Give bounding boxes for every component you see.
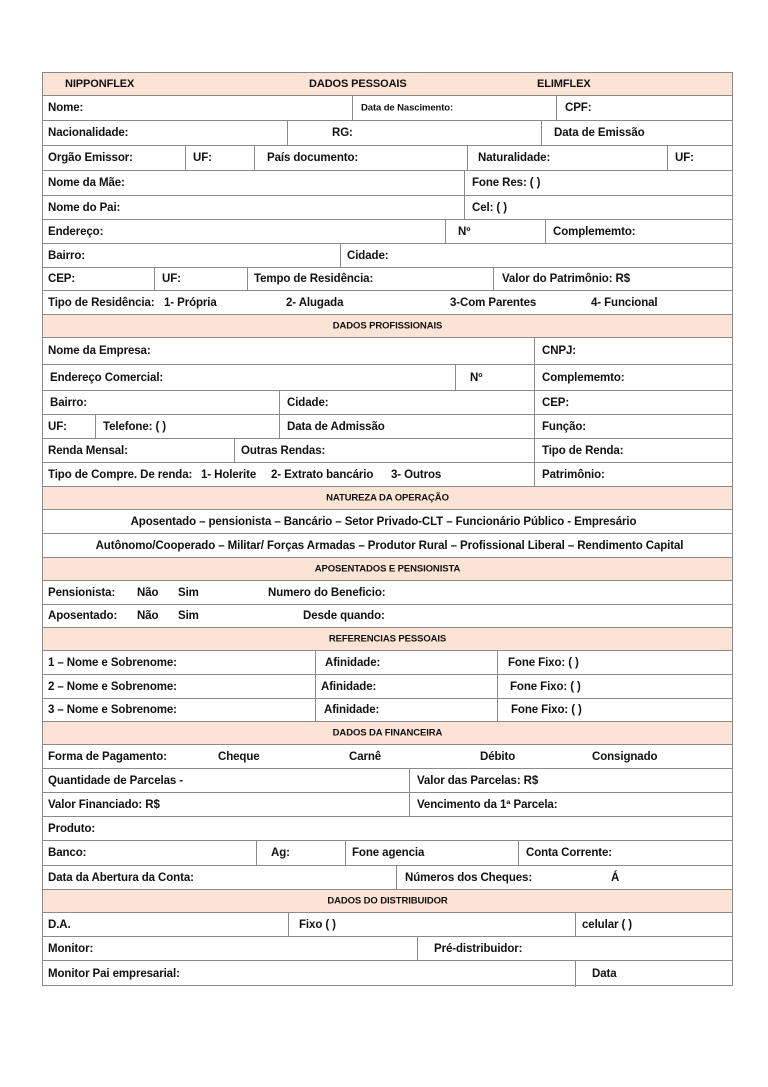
label-cep: CEP: <box>542 396 570 409</box>
field-data[interactable] <box>575 961 732 987</box>
section-header-aposentados <box>43 558 732 581</box>
label-tipo-renda: Tipo de Renda: <box>542 444 624 457</box>
field-complemento[interactable] <box>545 220 732 243</box>
section-title-aposentados: APOSENTADOS E PENSIONISTA <box>314 563 461 575</box>
label-vencimento: Vencimento da 1ª Parcela: <box>417 798 558 811</box>
field-fone-agencia[interactable] <box>345 841 518 865</box>
section-title-natureza: NATUREZA DA OPERAÇÃO <box>326 492 449 504</box>
field-banco[interactable] <box>43 841 256 865</box>
field-nome[interactable] <box>43 96 352 120</box>
field-cpf[interactable] <box>556 96 732 120</box>
option-debito[interactable]: Débito <box>480 750 516 763</box>
field-numeros-cheques[interactable] <box>396 866 732 889</box>
row-orgao-emissor <box>43 146 732 171</box>
field-monitor[interactable] <box>43 937 417 960</box>
option-alugada[interactable]: 2- Alugada <box>286 296 344 309</box>
field-bairro[interactable] <box>43 244 340 267</box>
option-carne[interactable]: Carnê <box>349 750 382 763</box>
label-tipo-compre: Tipo de Compre. De renda: <box>48 468 193 481</box>
field-cel[interactable] <box>464 196 732 219</box>
label-data-emissao: Data de Emissão <box>554 127 645 139</box>
field-numero[interactable] <box>445 220 545 243</box>
label-data-nascimento: Data de Nascimento: <box>361 102 454 114</box>
section-header-referencias <box>43 628 732 651</box>
label-orgao-emissor: Orgão Emissor: <box>48 152 133 164</box>
field-ref1-nome[interactable] <box>43 651 315 674</box>
field-outras-rendas[interactable] <box>234 439 534 462</box>
field-ref3-fone[interactable] <box>497 699 732 721</box>
field-uf-endereco[interactable] <box>154 268 247 290</box>
field-agencia[interactable] <box>256 841 345 865</box>
field-da[interactable] <box>43 913 288 936</box>
section-title-referencias: REFERENCIAS PESSOAIS <box>328 633 447 645</box>
field-ref1-fone[interactable] <box>497 651 732 674</box>
row-referencia-1 <box>43 651 732 675</box>
row-renda <box>43 439 732 463</box>
row-uf-telefone <box>43 415 732 439</box>
label-tempo-residencia: Tempo de Residência: <box>254 273 374 285</box>
label-ref-fone: Fone Fixo: ( ) <box>508 656 579 669</box>
label-cpf: CPF: <box>565 102 592 114</box>
row-nome <box>43 96 732 121</box>
label-uf: UF: <box>193 152 212 164</box>
label-forma-pagamento: Forma de Pagamento: <box>48 750 167 763</box>
label-fixo: Fixo ( ) <box>299 918 336 931</box>
option-holerite[interactable]: 1- Holerite <box>201 468 257 481</box>
section-header-profissionais <box>43 315 732 338</box>
field-data-emissao[interactable] <box>541 121 732 145</box>
row-tipo-residencia <box>43 291 732 315</box>
field-uf-comercial[interactable] <box>43 415 95 438</box>
label-cheques-ate: Á <box>611 871 620 884</box>
label-fone-res: Fone Res: ( ) <box>472 177 541 189</box>
row-forma-pagamento <box>43 745 732 769</box>
option-cheque[interactable]: Cheque <box>218 750 260 763</box>
row-monitor-pai <box>43 961 732 987</box>
label-data-admissao: Data de Admissão <box>287 420 385 433</box>
field-orgao-emissor[interactable] <box>43 146 185 170</box>
label-naturalidade: Naturalidade: <box>478 152 551 164</box>
field-pre-distribuidor[interactable] <box>417 937 732 960</box>
field-numero-comercial[interactable] <box>455 365 534 390</box>
row-bairro <box>43 244 732 268</box>
label-uf: UF: <box>162 273 181 285</box>
field-naturalidade[interactable] <box>467 146 667 170</box>
section-title-distribuidor: DADOS DO DISTRIBUIDOR <box>327 895 448 907</box>
field-ref1-afinidade[interactable] <box>315 651 497 674</box>
row-endereco-comercial <box>43 365 732 391</box>
label-funcao: Função: <box>542 420 587 433</box>
section-header-financeira <box>43 722 732 745</box>
label-cidade: Cidade: <box>287 396 329 409</box>
label-uf: UF: <box>675 152 694 164</box>
field-data-admissao[interactable] <box>279 415 534 438</box>
label-valor-financiado: Valor Financiado: R$ <box>48 798 160 811</box>
label-endereco: Endereço: <box>48 225 104 238</box>
section-header-distribuidor <box>43 890 732 913</box>
row-nome-pai <box>43 196 732 220</box>
label-ref-afinidade: Afinidade: <box>324 704 380 716</box>
row-cep <box>43 268 732 291</box>
field-complemento-comercial[interactable] <box>534 365 732 390</box>
row-banco <box>43 841 732 866</box>
label-cel: Cel: ( ) <box>472 201 507 214</box>
row-nome-mae <box>43 171 732 196</box>
natureza-options-line1: Aposentado – pensionista – Bancário – Setor Privado-CLT – Funcionário Público - Empresário <box>130 515 637 528</box>
label-ref-fone: Fone Fixo: ( ) <box>510 680 581 693</box>
field-cep-comercial[interactable] <box>534 391 732 414</box>
label-banco: Banco: <box>48 847 87 859</box>
label-monitor-pai: Monitor Pai empresarial: <box>48 968 180 980</box>
row-abertura-conta <box>43 866 732 890</box>
row-aposentado <box>43 605 732 628</box>
label-nome-mae: Nome da Mãe: <box>48 177 125 189</box>
row-nome-empresa <box>43 338 732 365</box>
label-cnpj: CNPJ: <box>542 345 577 357</box>
field-nacionalidade[interactable] <box>43 121 287 145</box>
label-ref-afinidade: Afinidade: <box>325 656 381 669</box>
option-aposentado-nao[interactable]: Não <box>137 610 159 622</box>
field-tipo-compre <box>43 463 534 486</box>
label-outras-rendas: Outras Rendas: <box>241 444 326 457</box>
row-tipo-compre <box>43 463 732 487</box>
field-renda-mensal[interactable] <box>43 439 234 462</box>
label-monitor: Monitor: <box>48 942 94 955</box>
field-cnpj[interactable] <box>534 338 732 364</box>
label-desde-quando: Desde quando: <box>303 610 385 622</box>
label-bairro: Bairro: <box>48 249 86 262</box>
row-endereco <box>43 220 732 244</box>
brand-nipponflex: NIPPONFLEX <box>65 78 135 90</box>
label-pensionista: Pensionista: <box>48 586 116 599</box>
option-pensionista-nao[interactable]: Não <box>137 586 159 599</box>
label-data-abertura: Data da Abertura da Conta: <box>48 871 194 884</box>
label-ref-nome: 1 – Nome e Sobrenome: <box>48 656 177 669</box>
field-patrimonio[interactable] <box>534 463 732 486</box>
field-endereco[interactable] <box>43 220 445 243</box>
label-cidade: Cidade: <box>347 249 389 262</box>
section-header-natureza <box>43 487 732 510</box>
label-numero-beneficio: Numero do Beneficio: <box>268 586 386 599</box>
label-tipo-residencia: Tipo de Residência: <box>48 296 155 309</box>
field-tempo-residencia[interactable] <box>247 268 493 290</box>
label-produto: Produto: <box>48 822 96 835</box>
field-nome-empresa[interactable] <box>43 338 534 364</box>
label-complemento: Complememto: <box>553 225 636 238</box>
label-uf: UF: <box>48 420 67 433</box>
label-numero: Nº <box>458 225 471 238</box>
field-vencimento[interactable] <box>409 793 732 816</box>
field-nome-pai[interactable] <box>43 196 464 219</box>
label-cep: CEP: <box>48 273 76 285</box>
field-tipo-renda[interactable] <box>534 439 732 462</box>
row-produto <box>43 817 732 841</box>
field-fixo[interactable] <box>288 913 575 936</box>
field-funcao[interactable] <box>534 415 732 438</box>
label-pais-documento: País documento: <box>267 152 359 164</box>
label-nacionalidade: Nacionalidade: <box>48 127 129 139</box>
field-cep[interactable] <box>43 268 154 290</box>
field-data-abertura[interactable] <box>43 866 396 889</box>
field-conta-corrente[interactable] <box>518 841 732 865</box>
label-fone-agencia: Fone agencia <box>352 847 425 859</box>
option-funcional[interactable]: 4- Funcional <box>591 296 658 309</box>
row-parcelas <box>43 769 732 793</box>
field-celular[interactable] <box>575 913 732 936</box>
form-header <box>43 73 732 96</box>
label-qtd-parcelas: Quantidade de Parcelas - <box>48 774 184 787</box>
field-pais-documento[interactable] <box>254 146 467 170</box>
label-rg: RG: <box>332 127 353 139</box>
label-data: Data <box>592 968 617 980</box>
field-ref3-nome[interactable] <box>43 699 315 721</box>
label-numeros-cheques: Números dos Cheques: <box>405 871 533 884</box>
registration-form <box>42 72 733 986</box>
field-qtd-parcelas[interactable] <box>43 769 409 792</box>
label-ref-afinidade: Afinidade: <box>321 680 377 693</box>
label-endereco-comercial: Endereço Comercial: <box>50 371 164 384</box>
label-nome-empresa: Nome da Empresa: <box>48 345 151 357</box>
field-ref2-nome[interactable] <box>43 675 315 698</box>
field-endereco-comercial[interactable] <box>43 365 455 390</box>
natureza-options-line2: Autônomo/Cooperado – Militar/ Forças Armadas – Produtor Rural – Profissional Liberal – Rendimento Capital <box>95 539 684 552</box>
option-propria[interactable]: 1- Própria <box>164 296 217 309</box>
row-referencia-2 <box>43 675 732 699</box>
field-cidade-comercial[interactable] <box>279 391 534 414</box>
field-bairro-comercial[interactable] <box>43 391 279 414</box>
section-title-dados-pessoais: DADOS PESSOAIS <box>309 78 407 90</box>
row-valor-financiado <box>43 793 732 817</box>
label-renda-mensal: Renda Mensal: <box>48 444 128 457</box>
row-bairro-comercial <box>43 391 732 415</box>
option-pensionista-sim[interactable]: Sim <box>178 586 199 599</box>
row-da <box>43 913 732 937</box>
section-title-financeira: DADOS DA FINANCEIRA <box>332 727 443 739</box>
option-com-parentes[interactable]: 3-Com Parentes <box>450 296 537 309</box>
row-monitor <box>43 937 732 961</box>
option-extrato-bancario[interactable]: 2- Extrato bancário <box>271 468 374 481</box>
field-cidade[interactable] <box>340 244 732 267</box>
field-nome-mae[interactable] <box>43 171 464 195</box>
row-nacionalidade <box>43 121 732 146</box>
field-valor-parcelas[interactable] <box>409 769 732 792</box>
label-complemento: Complememto: <box>542 371 625 384</box>
label-numero: Nº <box>470 371 483 384</box>
field-ref2-afinidade[interactable] <box>315 675 497 698</box>
label-conta-corrente: Conta Corrente: <box>526 847 613 859</box>
label-ref-nome: 3 – Nome e Sobrenome: <box>48 704 177 716</box>
section-title-profissionais: DADOS PROFISSIONAIS <box>332 320 443 332</box>
label-bairro: Bairro: <box>50 396 88 409</box>
option-consignado[interactable]: Consignado <box>592 750 658 763</box>
label-valor-parcelas: Valor das Parcelas: R$ <box>417 774 539 787</box>
row-natureza-2[interactable] <box>43 534 732 558</box>
field-data-nascimento[interactable] <box>352 96 556 120</box>
label-celular: celular ( ) <box>582 918 633 931</box>
row-natureza-1[interactable] <box>43 510 732 534</box>
label-da: D.A. <box>48 918 71 931</box>
field-uf-naturalidade[interactable] <box>667 146 732 170</box>
field-ref2-fone[interactable] <box>497 675 732 698</box>
field-rg[interactable] <box>287 121 541 145</box>
row-referencia-3 <box>43 699 732 722</box>
row-pensionista <box>43 581 732 605</box>
option-outros[interactable]: 3- Outros <box>391 468 442 481</box>
field-ref3-afinidade[interactable] <box>315 699 497 721</box>
label-nome-pai: Nome do Pai: <box>48 201 121 214</box>
field-monitor-pai[interactable] <box>43 961 575 987</box>
label-agencia: Ag: <box>271 847 290 859</box>
label-aposentado: Aposentado: <box>48 610 118 622</box>
label-ref-nome: 2 – Nome e Sobrenome: <box>48 680 177 693</box>
brand-elimflex: ELIMFLEX <box>537 78 591 90</box>
label-patrimonio: Patrimônio: <box>542 468 605 481</box>
field-produto[interactable] <box>43 817 732 840</box>
label-telefone: Telefone: ( ) <box>103 420 167 433</box>
field-telefone-comercial[interactable] <box>95 415 279 438</box>
field-valor-patrimonio[interactable] <box>493 268 732 290</box>
field-fone-res[interactable] <box>464 171 732 195</box>
label-nome: Nome: <box>48 102 84 114</box>
label-ref-fone: Fone Fixo: ( ) <box>511 704 582 716</box>
field-uf-documento[interactable] <box>185 146 254 170</box>
field-valor-financiado[interactable] <box>43 793 409 816</box>
option-aposentado-sim[interactable]: Sim <box>178 610 199 622</box>
label-valor-patrimonio: Valor do Patrimônio: R$ <box>502 273 631 285</box>
label-pre-distribuidor: Pré-distribuidor: <box>434 942 523 955</box>
